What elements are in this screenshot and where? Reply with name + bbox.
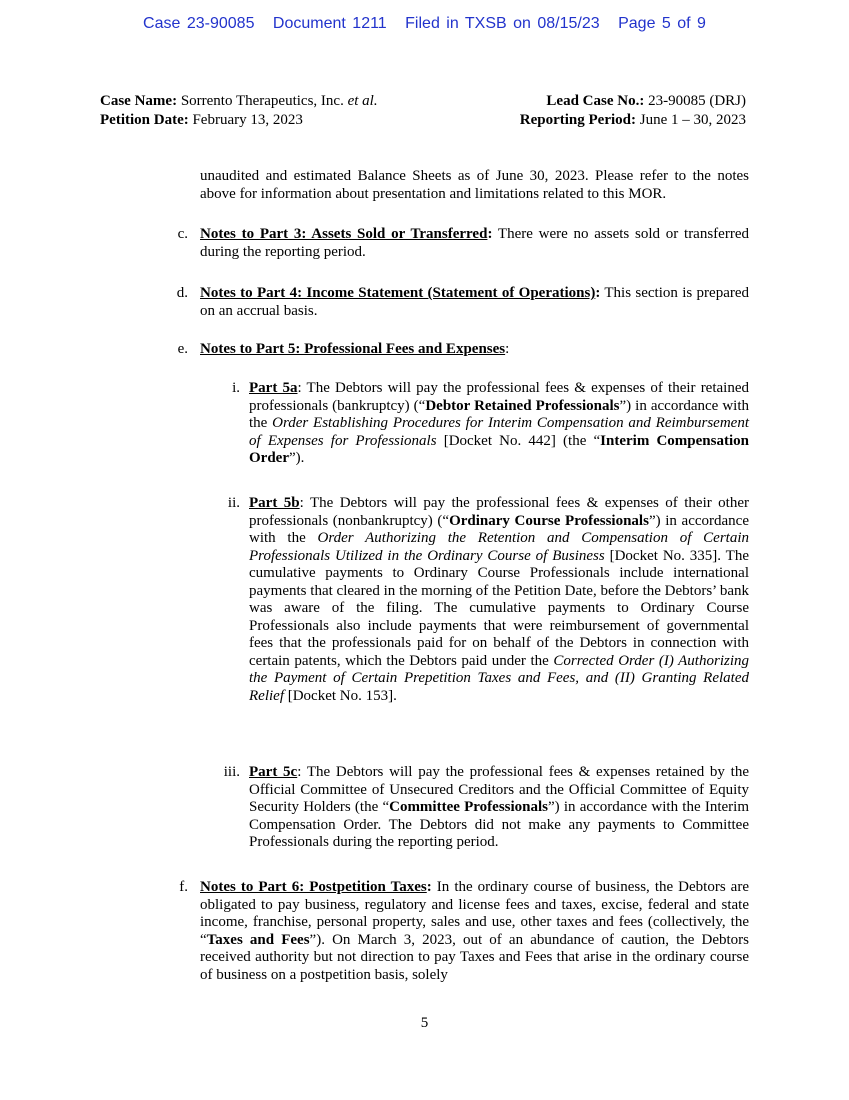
item-i-defined-term-1: Debtor Retained Professionals [425,397,620,414]
item-iii-paragraph [249,764,749,852]
case-name-etal: et al. [347,93,378,109]
item-c-colon: : [487,226,493,242]
item-ii-marker: ii. [227,495,240,511]
item-iii-text-2: ”) in accordance with the Interim Compensation Order. The Debtors did not make any payments to Committee Professionals during the reporting period. [249,799,749,850]
item-ii-text-4: [Docket No. 153]. [283,687,397,704]
petition-date-line [100,111,378,130]
lead-case-value: 23-90085 (DRJ) [648,93,746,109]
item-d-paragraph [200,285,749,320]
item-i-order-title: Order Establishing Procedures for Interim Compensation and Reimbursement of Expenses for Professionals [249,415,749,449]
intro-paragraph: unaudited and estimated Balance Sheets as of June 30, 2023. Please refer to the notes above for information about presentation and limitations related to this MOR. [200,168,749,202]
item-d-title: Notes to Part 4: Income Statement (Statement of Operations) [200,285,596,301]
item-iii-title: Part 5c [249,764,298,780]
item-ii-text-3: [Docket No. 335]. The cumulative payments to Ordinary Course Professionals include international payments that cleared in the morning of the Petition Date, before the Debtors’ bank was aware of the filing. The cumulative payments to Ordinary Course Professionals also include payments that were reimbursement of governmental fees that the professionals paid for on behalf of the Debtors in connection with certain patents, which the Debtors paid under the [249,547,749,669]
case-name-value: Sorrento Therapeutics, Inc. [180,93,344,109]
item-i-text-4: ”). [288,450,305,466]
item-i-paragraph [249,380,749,468]
item-i-marker: i. [232,380,240,396]
case-name-label: Case Name: [100,93,178,109]
item-iii-marker: iii. [223,764,240,780]
item-d-text: This section is prepared on an accrual basis. [200,285,749,319]
item-ii-text-2: ”) in accordance with the [249,512,749,546]
stamp-document: Document 1211 [272,15,387,32]
item-f-text-2: ”). On March 3, 2023, out of an abundance of caution, the Debtors received authority but not direction to pay Taxes and Fees that arise in the ordinary course of business on a postpetition basis, solely [200,931,750,983]
item-ii-text-1: : The Debtors will pay the professional fees & expenses of their other professionals (nonbankruptcy) (“ [249,495,749,529]
item-i-text-3: [Docket No. 442] (the “ [436,432,601,449]
item-ii-title: Part 5b [249,495,300,511]
item-e-paragraph [200,341,749,359]
item-f-paragraph [200,879,749,984]
stamp-page: Page 5 of 9 [618,15,706,32]
stamp-case: Case 23-90085 [143,15,255,32]
court-filing-stamp [0,15,849,33]
item-f-title: Notes to Part 6: Postpetition Taxes [200,879,427,895]
lead-case-line [520,92,746,111]
item-e-title: Notes to Part 5: Professional Fees and Expenses [200,341,506,357]
petition-date-label: Petition Date: [100,112,189,128]
item-c-marker: c. [177,226,188,242]
item-iii-defined-term: Committee Professionals [389,799,549,815]
petition-date-value: February 13, 2023 [192,112,303,128]
page-number: 5 [420,1015,429,1031]
item-i-text-2: ”) in accordance with the [249,397,749,431]
item-f-text-1: In the ordinary course of business, the Debtors are obligated to pay business, regulatory and license fees and taxes, excise, federal and state income, franchise, personal property, sales and use, other taxes and fees (collectively, the “ [200,879,749,948]
header-left [100,92,378,130]
reporting-period-label: Reporting Period: [519,112,636,128]
item-e-marker: e. [177,341,188,357]
item-c-paragraph [200,226,749,261]
stamp-filed: Filed in TXSB on 08/15/23 [405,15,600,32]
item-f-marker: f. [179,879,188,895]
item-i-title: Part 5a [249,380,298,396]
item-iii-text-1: : The Debtors will pay the professional fees & expenses retained by the Official Committee of Unsecured Creditors and the Official Committee of Equity Security Holders (the “ [249,764,749,815]
header-right [520,92,746,130]
item-e-colon: : [505,341,510,357]
item-f-defined-term: Taxes and Fees [206,931,310,948]
item-d-colon: : [595,285,601,301]
reporting-period-value: June 1 – 30, 2023 [639,112,746,128]
item-f-colon: : [426,879,432,895]
item-i-text-1: : The Debtors will pay the professional fees & expenses of their retained professionals (bankruptcy) (“ [249,380,749,414]
case-name-line [100,92,378,111]
item-ii-paragraph [249,495,749,705]
item-c-text: There were no assets sold or transferred during the reporting period. [200,226,749,260]
item-i-defined-term-2: Interim Compensation Order [249,432,749,466]
item-ii-order-title-2: Corrected Order (I) Authorizing the Payment of Certain Prepetition Taxes and Fees, and (II) Granting Related Relief [249,652,749,704]
item-c-title: Notes to Part 3: Assets Sold or Transferred [200,226,488,242]
item-ii-defined-term: Ordinary Course Professionals [449,512,649,529]
reporting-period-line [520,111,746,130]
item-ii-order-title-1: Order Authorizing the Retention and Compensation of Certain Professionals Utilized in the Ordinary Course of Business [249,530,749,564]
lead-case-label: Lead Case No.: [546,93,645,109]
item-d-marker: d. [176,285,188,301]
